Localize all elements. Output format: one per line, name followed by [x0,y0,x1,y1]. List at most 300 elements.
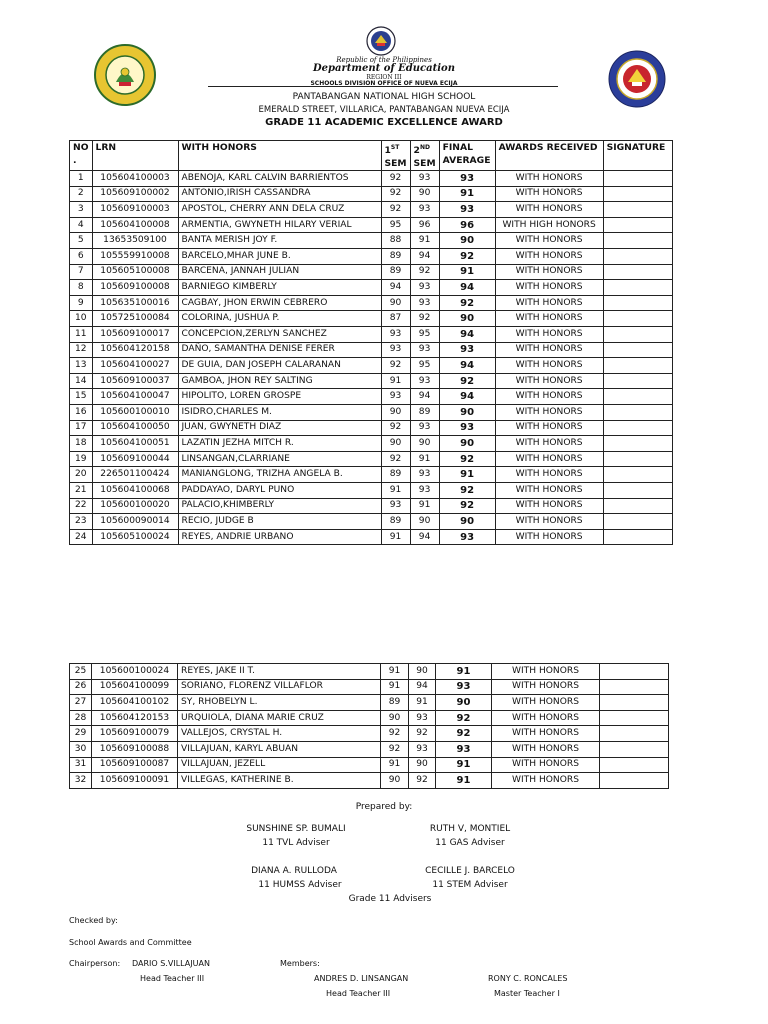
committee-label: School Awards and Committee [69,938,192,947]
row-award: WITH HONORS [495,295,603,311]
row-first-sem-grade: 92 [381,726,409,742]
chairperson-label: Chairperson: [69,959,121,968]
row-lrn: 13653509100 [92,233,178,249]
adviser-name: DIANA A. RULLODA [251,866,337,876]
table-row [70,311,673,327]
row-student-name: REYES, JAKE II T. [178,664,381,680]
row-number: 5 [70,233,93,249]
row-student-name: CAGBAY, JHON ERWIN CEBRERO [178,295,381,311]
row-signature [603,280,672,296]
row-lrn: 105609100037 [92,373,178,389]
row-final-average: 90 [439,233,495,249]
adviser-role: 11 GAS Adviser [435,838,505,848]
row-second-sem-grade: 93 [410,482,439,498]
row-first-sem-grade: 90 [381,710,409,726]
row-second-sem-grade: 92 [409,726,436,742]
header-with-honors: WITH HONORS [178,141,381,171]
row-lrn: 105609100079 [92,726,178,742]
row-signature [600,757,669,773]
row-first-sem-grade: 90 [381,404,410,420]
row-first-sem-grade: 92 [381,741,409,757]
row-second-sem-grade: 93 [410,295,439,311]
row-award: WITH HONORS [495,436,603,452]
row-signature [603,358,672,374]
row-lrn: 105600100010 [92,404,178,420]
row-student-name: ISIDRO,CHARLES M. [178,404,381,420]
table-row [70,264,673,280]
row-signature [600,710,669,726]
table-row [70,773,669,789]
row-first-sem-grade: 95 [381,217,410,233]
adviser-role: 11 TVL Adviser [262,838,330,848]
row-lrn: 226501100424 [92,467,178,483]
row-second-sem-grade: 91 [409,695,436,711]
adviser-name: CECILLE J. BARCELO [425,866,515,876]
row-number: 6 [70,249,93,265]
row-award: WITH HONORS [492,726,600,742]
row-first-sem-grade: 89 [381,264,410,280]
row-lrn: 105604100050 [92,420,178,436]
row-lrn: 105605100024 [92,529,178,545]
row-student-name: VILLEGAS, KATHERINE B. [178,773,381,789]
table-row [70,404,673,420]
row-first-sem-grade: 92 [381,171,410,187]
honors-table-continued [69,663,669,789]
row-award: WITH HONORS [492,757,600,773]
row-final-average: 90 [439,311,495,327]
division-label: SCHOOLS DIVISION OFFICE OF NUEVA ECIJA [310,80,458,87]
header-awards-received: AWARDS RECEIVED [495,141,603,171]
row-first-sem-grade: 92 [381,358,410,374]
row-lrn: 105600100020 [92,498,178,514]
row-lrn: 105609100002 [92,186,178,202]
row-lrn: 105609100003 [92,202,178,218]
row-second-sem-grade: 95 [410,358,439,374]
school-name: PANTABANGAN NATIONAL HIGH SCHOOL [292,92,476,102]
row-number: 24 [70,529,93,545]
row-signature [603,451,672,467]
row-final-average: 96 [439,217,495,233]
row-lrn: 105600100024 [92,664,178,680]
row-award: WITH HONORS [495,404,603,420]
row-second-sem-grade: 94 [410,249,439,265]
members-label: Members: [280,959,320,968]
row-final-average: 90 [439,436,495,452]
row-lrn: 105604100008 [92,217,178,233]
row-second-sem-grade: 90 [410,186,439,202]
row-student-name: ANTONIO,IRISH CASSANDRA [178,186,381,202]
adviser-role: 11 STEM Adviser [432,880,508,890]
row-second-sem-grade: 90 [410,436,439,452]
row-first-sem-grade: 93 [381,389,410,405]
row-number: 11 [70,327,93,343]
row-final-average: 93 [439,202,495,218]
table-row [70,498,673,514]
row-student-name: BARCENA, JANNAH JULIAN [178,264,381,280]
table-row [70,757,669,773]
table-row [70,710,669,726]
row-lrn: 105605100008 [92,264,178,280]
table-row [70,233,673,249]
row-signature [603,529,672,545]
row-signature [603,202,672,218]
row-award: WITH HONORS [495,186,603,202]
header-final-average [439,141,495,171]
table-row [70,664,669,680]
row-first-sem-grade: 89 [381,514,410,530]
header-second-sem-label: SEM [413,158,436,170]
row-number: 28 [70,710,92,726]
row-second-sem-grade: 90 [410,514,439,530]
row-final-average: 91 [436,773,492,789]
row-final-average: 94 [439,389,495,405]
row-second-sem-grade: 93 [410,420,439,436]
row-award: WITH HONORS [492,741,600,757]
row-award: WITH HONORS [495,373,603,389]
row-student-name: COLORINA, JUSHUA P. [178,311,381,327]
honors-table-body [70,171,673,545]
row-first-sem-grade: 90 [381,773,409,789]
table-row [70,695,669,711]
row-signature [603,342,672,358]
row-award: WITH HONORS [495,358,603,374]
row-final-average: 91 [439,264,495,280]
row-number: 4 [70,217,93,233]
row-first-sem-grade: 91 [381,757,409,773]
row-final-average: 90 [436,695,492,711]
advisers-group-label: Grade 11 Advisers [348,894,432,904]
row-lrn: 105604100051 [92,436,178,452]
row-number: 20 [70,467,93,483]
republic-label: Republic of the Philippines [336,56,432,64]
row-second-sem-grade: 93 [410,280,439,296]
kagawaran-seal-icon [608,50,666,108]
row-final-average: 91 [439,186,495,202]
row-lrn: 105600090014 [92,514,178,530]
department-label: Department of Education [313,63,455,74]
row-award: WITH HONORS [495,342,603,358]
row-final-average: 94 [439,358,495,374]
adviser-name: RUTH V, MONTIEL [429,824,511,834]
table-row [70,202,673,218]
row-award: WITH HONORS [495,529,603,545]
row-student-name: VALLEJOS, CRYSTAL H. [178,726,381,742]
table-row [70,171,673,187]
row-number: 23 [70,514,93,530]
row-lrn: 105604100099 [92,679,178,695]
row-second-sem-grade: 92 [410,264,439,280]
row-number: 32 [70,773,92,789]
row-first-sem-grade: 90 [381,295,410,311]
member-role: Head Teacher III [326,989,391,998]
row-number: 9 [70,295,93,311]
row-student-name: LAZATIN JEZHA MITCH R. [178,436,381,452]
header-first-sem-label: SEM [384,158,407,170]
row-award: WITH HONORS [495,249,603,265]
row-final-average: 93 [439,529,495,545]
adviser-role: 11 HUMSS Adviser [258,880,342,890]
header-average-label: AVERAGE [442,155,491,166]
letterhead-divider [208,86,558,87]
row-student-name: ARMENTIA, GWYNETH HILARY VERIAL [178,217,381,233]
row-number: 7 [70,264,93,280]
row-number: 31 [70,757,92,773]
row-signature [603,482,672,498]
row-student-name: BARNIEGO KIMBERLY [178,280,381,296]
row-number: 30 [70,741,92,757]
row-lrn: 105604100102 [92,695,178,711]
row-first-sem-grade: 89 [381,249,410,265]
row-final-average: 92 [439,498,495,514]
honors-table-continued-body [70,664,669,789]
row-lrn: 105609100087 [92,757,178,773]
row-lrn: 105604120153 [92,710,178,726]
row-award: WITH HONORS [492,679,600,695]
row-second-sem-grade: 93 [410,171,439,187]
table-row [70,295,673,311]
row-signature [603,217,672,233]
row-second-sem-grade: 93 [410,373,439,389]
row-signature [600,679,669,695]
row-student-name: DAÑO, SAMANTHA DENISE FERER [178,342,381,358]
row-number: 25 [70,664,92,680]
row-number: 19 [70,451,93,467]
table-row [70,467,673,483]
row-first-sem-grade: 90 [381,436,410,452]
row-student-name: SY, RHOBELYN L. [178,695,381,711]
row-award: WITH HONORS [495,467,603,483]
table-row [70,327,673,343]
header-no [70,141,93,171]
row-student-name: URQUIOLA, DIANA MARIE CRUZ [178,710,381,726]
row-second-sem-grade: 91 [410,451,439,467]
row-final-average: 92 [436,710,492,726]
row-number: 12 [70,342,93,358]
row-award: WITH HONORS [495,171,603,187]
row-final-average: 91 [436,664,492,680]
row-first-sem-grade: 92 [381,420,410,436]
row-second-sem-grade: 92 [410,311,439,327]
row-lrn: 105635100016 [92,295,178,311]
school-address: EMERALD STREET, VILLARICA, PANTABANGAN NUEVA ECIJA [258,105,510,115]
row-number: 8 [70,280,93,296]
header-first-sem-num: 1 [384,145,391,157]
member-name: ANDRES D. LINSANGAN [314,974,409,983]
row-final-average: 93 [439,171,495,187]
table-row [70,249,673,265]
school-logo-icon [94,44,156,106]
row-number: 10 [70,311,93,327]
row-award: WITH HONORS [495,389,603,405]
row-student-name: MANIANGLONG, TRIZHA ANGELA B. [178,467,381,483]
row-signature [600,695,669,711]
row-first-sem-grade: 92 [381,202,410,218]
row-signature [603,327,672,343]
header-second-sem [410,141,439,171]
row-award: WITH HIGH HONORS [495,217,603,233]
row-first-sem-grade: 91 [381,679,409,695]
row-student-name: DE GUIA, DAN JOSEPH CALARANAN [178,358,381,374]
header-no-label: NO [73,142,89,153]
award-title: GRADE 11 ACADEMIC EXCELLENCE AWARD [265,117,503,128]
region-label: REGION III [366,74,402,81]
row-award: WITH HONORS [495,202,603,218]
header-first-sem [381,141,410,171]
row-second-sem-grade: 93 [409,741,436,757]
row-student-name: HIPOLITO, LOREN GROSPE [178,389,381,405]
honors-table [69,140,673,545]
header-second-sem-num: 2 [413,145,420,157]
row-signature [600,664,669,680]
header-first-sem-sup: ST [390,144,400,151]
table-row [70,679,669,695]
row-number: 22 [70,498,93,514]
row-signature [603,420,672,436]
row-first-sem-grade: 93 [381,342,410,358]
table-row [70,217,673,233]
row-signature [603,233,672,249]
member-name: RONY C. RONCALES [488,974,568,983]
row-student-name: REYES, ANDRIE URBANO [178,529,381,545]
table-row [70,373,673,389]
row-second-sem-grade: 96 [410,217,439,233]
row-final-average: 93 [439,420,495,436]
row-signature [603,404,672,420]
row-award: WITH HONORS [495,264,603,280]
row-award: WITH HONORS [495,327,603,343]
table-row [70,529,673,545]
row-student-name: RECIO, JUDGE B [178,514,381,530]
row-lrn: 105609100017 [92,327,178,343]
header-lrn: LRN [92,141,178,171]
row-second-sem-grade: 93 [410,467,439,483]
row-number: 16 [70,404,93,420]
deped-seal-icon [366,26,396,56]
row-student-name: BANTA MERISH JOY F. [178,233,381,249]
row-second-sem-grade: 89 [410,404,439,420]
header-signature: SIGNATURE [603,141,672,171]
row-number: 18 [70,436,93,452]
row-second-sem-grade: 94 [410,529,439,545]
row-number: 21 [70,482,93,498]
row-first-sem-grade: 93 [381,327,410,343]
row-second-sem-grade: 95 [410,327,439,343]
table-row [70,514,673,530]
table-row [70,358,673,374]
row-first-sem-grade: 87 [381,311,410,327]
row-lrn: 105609100044 [92,451,178,467]
row-student-name: SORIANO, FLORENZ VILLAFLOR [178,679,381,695]
row-final-average: 91 [439,467,495,483]
table-row [70,726,669,742]
row-final-average: 90 [439,514,495,530]
row-student-name: ABENOJA, KARL CALVIN BARRIENTOS [178,171,381,187]
row-second-sem-grade: 90 [409,757,436,773]
table-header-row [70,141,673,171]
row-final-average: 93 [436,741,492,757]
row-signature [603,171,672,187]
row-signature [603,467,672,483]
table-row [70,342,673,358]
row-student-name: VILLAJUAN, JEZELL [178,757,381,773]
row-signature [603,311,672,327]
row-student-name: VILLAJUAN, KARYL ABUAN [178,741,381,757]
row-lrn: 105604100047 [92,389,178,405]
row-award: WITH HONORS [492,710,600,726]
header-final-label: FINAL [442,142,473,153]
row-final-average: 90 [439,404,495,420]
row-final-average: 92 [439,451,495,467]
row-first-sem-grade: 89 [381,695,409,711]
row-student-name: GAMBOA, JHON REY SALTING [178,373,381,389]
row-final-average: 94 [439,327,495,343]
row-first-sem-grade: 94 [381,280,410,296]
row-award: WITH HONORS [492,695,600,711]
row-signature [600,773,669,789]
row-second-sem-grade: 93 [409,710,436,726]
row-number: 13 [70,358,93,374]
row-award: WITH HONORS [495,233,603,249]
row-second-sem-grade: 93 [410,342,439,358]
row-final-average: 91 [436,757,492,773]
row-lrn: 105604100068 [92,482,178,498]
member-role: Master Teacher I [494,989,560,998]
table-row [70,389,673,405]
row-final-average: 94 [439,280,495,296]
row-first-sem-grade: 91 [381,664,409,680]
checked-by-label: Checked by: [69,916,118,925]
row-signature [603,514,672,530]
row-signature [603,186,672,202]
row-first-sem-grade: 88 [381,233,410,249]
row-second-sem-grade: 91 [410,498,439,514]
table-row [70,186,673,202]
chairperson-role: Head Teacher III [140,974,205,983]
row-lrn: 105609100088 [92,741,178,757]
row-lrn: 105725100084 [92,311,178,327]
row-award: WITH HONORS [495,514,603,530]
row-award: WITH HONORS [492,664,600,680]
row-first-sem-grade: 91 [381,529,410,545]
row-number: 29 [70,726,92,742]
row-number: 26 [70,679,92,695]
row-number: 17 [70,420,93,436]
row-lrn: 105609100091 [92,773,178,789]
row-award: WITH HONORS [495,311,603,327]
row-signature [600,741,669,757]
row-final-average: 93 [436,679,492,695]
row-first-sem-grade: 92 [381,186,410,202]
row-student-name: APOSTOL, CHERRY ANN DELA CRUZ [178,202,381,218]
row-lrn: 105559910008 [92,249,178,265]
row-lrn: 105609100008 [92,280,178,296]
table-row [70,436,673,452]
row-first-sem-grade: 93 [381,498,410,514]
row-student-name: LINSANGAN,CLARRIANE [178,451,381,467]
row-student-name: JUAN, GWYNETH DIAZ [178,420,381,436]
row-first-sem-grade: 89 [381,467,410,483]
row-award: WITH HONORS [495,420,603,436]
row-number: 1 [70,171,93,187]
row-award: WITH HONORS [495,280,603,296]
row-second-sem-grade: 93 [410,202,439,218]
row-student-name: PADDAYAO, DARYL PUNO [178,482,381,498]
row-signature [603,249,672,265]
row-final-average: 93 [439,342,495,358]
table-row [70,741,669,757]
row-final-average: 92 [439,373,495,389]
header-second-sem-sup: ND [419,144,430,151]
